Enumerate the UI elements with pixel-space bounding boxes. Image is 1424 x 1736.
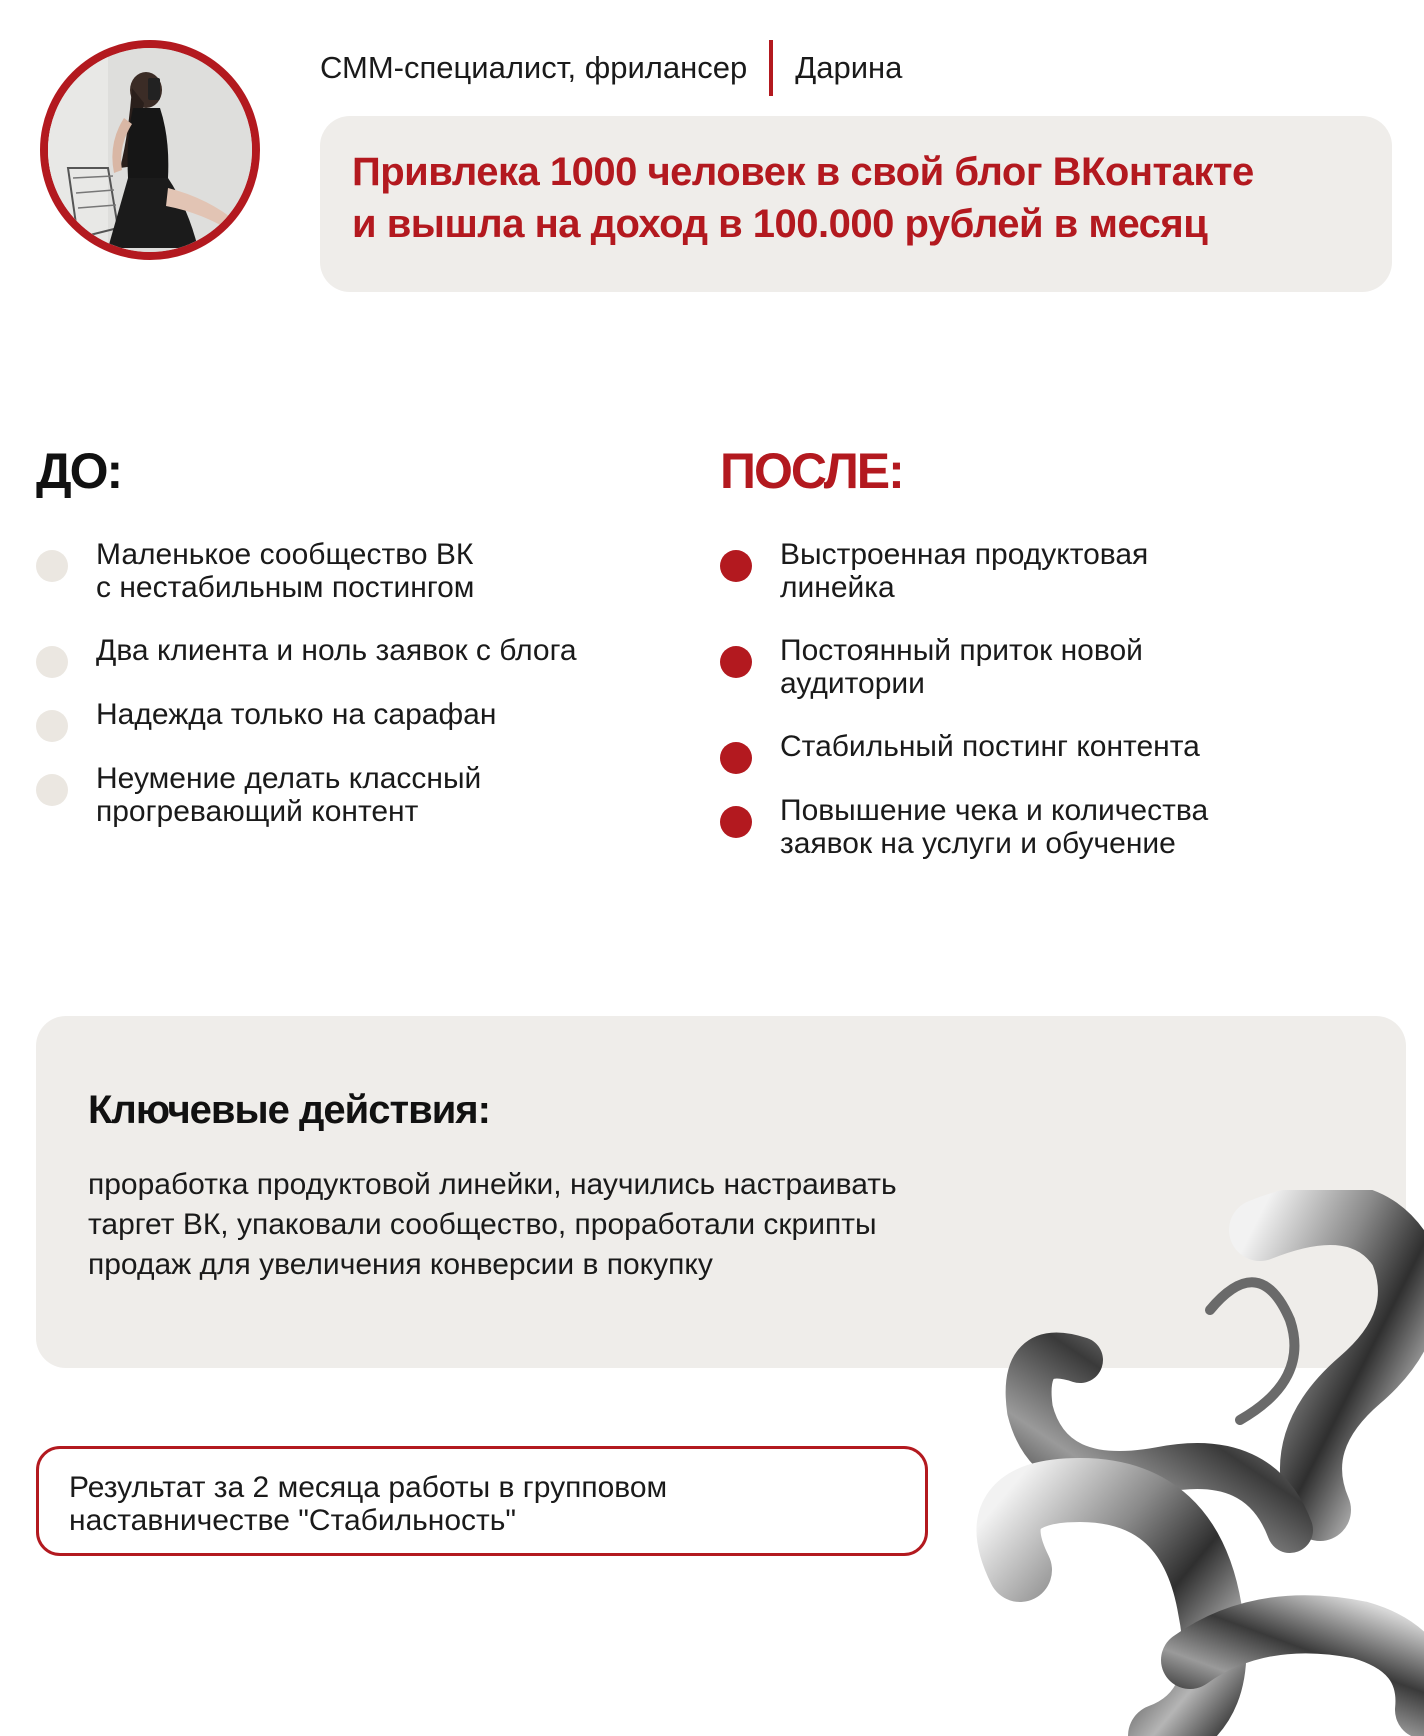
result-line: Результат за 2 месяца работы в групповом: [69, 1471, 668, 1504]
before-item-line: Маленькое сообщество ВК: [96, 538, 474, 571]
result-line: наставничестве "Стабильность": [69, 1504, 517, 1537]
headline-line-2: и вышла на доход в 100.000 рублей в месяц: [352, 202, 1208, 246]
meta-divider: [769, 40, 773, 96]
bullet-dot: [36, 646, 68, 678]
key-actions-line: продаж для увеличения конверсии в покупку: [88, 1248, 713, 1281]
after-item: [720, 794, 1400, 860]
before-item-line: Два клиента и ноль заявок с блога: [96, 634, 577, 667]
key-actions-line: проработка продуктовой линейки, научились настраивать: [88, 1168, 897, 1201]
key-actions-title: Ключевые действия:: [88, 1088, 490, 1132]
after-item: [720, 730, 1400, 763]
after-item-line: аудитории: [780, 667, 925, 700]
bullet-dot: [36, 710, 68, 742]
bullet-dot: [720, 806, 752, 838]
bullet-dot: [36, 774, 68, 806]
bullet-dot: [720, 646, 752, 678]
before-item-line: Надежда только на сарафан: [96, 698, 497, 731]
bullet-dot: [36, 550, 68, 582]
after-item-line: Повышение чека и количества: [780, 794, 1209, 827]
key-actions-text: [88, 1165, 1048, 1285]
chrome-coil-decoration: [960, 1190, 1424, 1736]
profile-meta: [320, 40, 902, 96]
after-title: ПОСЛЕ:: [720, 443, 903, 499]
key-actions-line: таргет ВК, упаковали сообщество, проработали скрипты: [88, 1208, 877, 1241]
after-item-line: Выстроенная продуктовая: [780, 538, 1149, 571]
avatar-illustration: [48, 48, 252, 252]
before-item-line: прогревающий контент: [96, 795, 419, 828]
after-item: [720, 634, 1400, 700]
after-item-line: линейка: [780, 571, 895, 604]
before-item: [36, 538, 676, 604]
avatar-photo: [40, 40, 260, 260]
headline-box: [320, 116, 1392, 292]
result-box: [36, 1446, 928, 1556]
profile-name: Дарина: [795, 50, 903, 85]
profile-role: СММ-специалист, фрилансер: [320, 50, 748, 85]
after-item-line: заявок на услуги и обучение: [780, 827, 1176, 860]
before-item-line: Неумение делать классный: [96, 762, 482, 795]
after-item-line: Стабильный постинг контента: [780, 730, 1200, 763]
before-title: ДО:: [36, 443, 122, 499]
before-item: [36, 698, 676, 731]
headline-line-1: Привлека 1000 человек в свой блог ВКонтакте: [352, 150, 1254, 194]
after-item-line: Постоянный приток новой: [780, 634, 1143, 667]
before-item-line: с нестабильным постингом: [96, 571, 475, 604]
bullet-dot: [720, 742, 752, 774]
bullet-dot: [720, 550, 752, 582]
before-item: [36, 762, 676, 828]
before-item: [36, 634, 676, 667]
after-item: [720, 538, 1400, 604]
before-list: [36, 538, 676, 828]
after-list: [720, 538, 1400, 860]
